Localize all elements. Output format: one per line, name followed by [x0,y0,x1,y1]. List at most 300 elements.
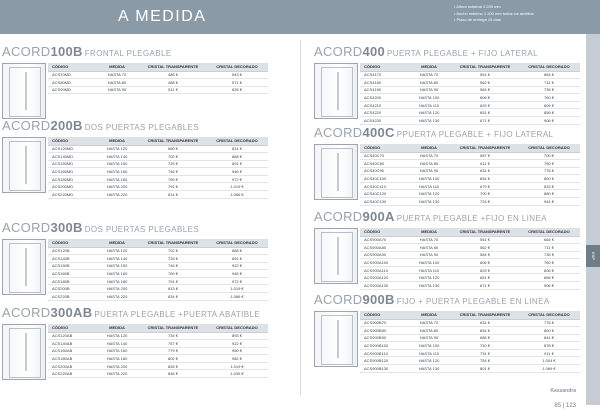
table-row [360,327,580,335]
price-table [360,228,580,290]
table-cell: HASTA 120 [406,274,452,282]
table-cell: HASTA 220 [94,370,140,378]
price-table [48,324,268,378]
table-cell: 832 € [518,182,580,190]
table-cell: 584 € [452,251,518,259]
table-cell: 626 € [206,86,268,94]
column-header: CÓDIGO [360,311,406,319]
brand-name: ACORD [2,44,51,59]
table-cell: 757 € [140,340,206,348]
column-header: CRISTAL TRANSPARENTE [452,228,518,236]
table-cell: 725 € [140,160,206,168]
product-image [2,137,46,193]
table-cell: HASTA 140 [94,255,140,263]
section-title [2,44,172,59]
model-description: FRONTAL PLEGABLE [84,49,172,58]
table-cell: HASTA 120 [406,109,452,117]
table-cell: ACS220AB [48,370,94,378]
section-title [2,305,260,320]
table-cell: HASTA 90 [94,86,140,94]
brand-name: ACORD [314,209,363,224]
table-cell: 746 € [140,262,206,270]
model-description: PUERTA PLEGABLE +PUERTA ABATIBLE [94,310,261,319]
table-cell: 891 € [206,255,268,263]
table-cell: 731 € [452,349,518,357]
model-name: 400C [362,125,395,140]
table-cell: 922 € [206,262,268,270]
table-cell: HASTA 80 [406,79,452,87]
table-cell: ACS40C70 [360,152,406,160]
column-header: CRISTAL TRANSPARENTE [452,144,518,152]
table-cell: 776 € [518,167,580,175]
table-cell: 651 € [452,109,518,117]
table-cell: ACS150B [48,262,94,270]
table-cell: HASTA 90 [406,251,452,259]
table-cell: 878 € [518,342,580,350]
table-cell: ACS150MD [48,160,94,168]
brand-name: ACORD [314,292,363,307]
table-row [48,355,268,363]
column-header: CRISTAL TRANSPARENTE [140,137,206,145]
table-cell: 779 € [140,347,206,355]
table-cell: 846 € [140,370,206,378]
table-row [48,370,268,378]
footer-logo: Kassandra [550,388,576,394]
table-cell: ACS160AB [48,347,94,355]
table-cell: 906 € [518,282,580,290]
table-cell: 725 € [140,255,206,263]
product-image [2,239,46,295]
table-cell: 856 € [518,109,580,117]
column-header: CRISTAL DECORADO [518,144,580,152]
table-cell: HASTA 160 [94,347,140,355]
table-cell: 629 € [452,266,518,274]
table-row [360,259,580,267]
table-row [360,244,580,252]
column-header: MEDIDA [94,324,140,332]
table-cell: HASTA 80 [406,160,452,168]
table-cell: HASTA 120 [94,247,140,255]
table-row [360,342,580,350]
table-row [48,191,268,199]
column-header: MEDIDA [406,228,452,236]
table-cell: 944 € [518,198,580,206]
table-row [48,262,268,270]
table-cell: 671 € [452,117,518,125]
column-header: CRISTAL DECORADO [518,63,580,71]
table-cell: ACS220MD [48,191,94,199]
table-row [360,251,580,259]
table-row [360,182,580,190]
page-title: A MEDIDA [118,8,207,25]
table-cell: HASTA 120 [94,145,140,153]
table-row [48,347,268,355]
model-description: PUERTA PLEGABLE + FIJO LATERAL [387,49,538,58]
table-cell: ACS4180 [360,79,406,87]
table-cell: ACS900A110 [360,266,406,274]
table-row [360,334,580,342]
table-header-row [48,63,268,71]
table-cell: ACS900B70 [360,319,406,327]
table-cell: ACS900B90 [360,334,406,342]
table-row [360,117,580,125]
table-cell: 671 € [452,282,518,290]
table-cell: 826 € [140,362,206,370]
table-cell: ACS140MD [48,153,94,161]
table-cell: ACS200MD [48,183,94,191]
table-cell: 950 € [206,347,268,355]
column-header: MEDIDA [94,63,140,71]
table-cell: HASTA 110 [406,349,452,357]
table-row [360,79,580,87]
table-cell: HASTA 90 [406,334,452,342]
column-header: MEDIDA [406,144,452,152]
table-cell: 1.039 € [206,370,268,378]
table-cell: 791 € [140,183,206,191]
table-row [360,319,580,327]
table-cell: HASTA 200 [94,362,140,370]
table-row [48,270,268,278]
table-cell: 769 € [140,175,206,183]
table-row [48,332,268,340]
table-row [48,340,268,348]
table-cell: 814 € [140,191,206,199]
price-table [360,311,580,373]
table-row [360,357,580,365]
header-banner [0,0,600,34]
table-cell: HASTA 130 [406,198,452,206]
table-cell: 735 € [518,86,580,94]
model-name: 100B [50,44,83,59]
table-cell: HASTA 80 [94,79,140,87]
table-row [48,277,268,285]
table-cell: ACS200AB [48,362,94,370]
table-row [360,86,580,94]
table-cell: 654 € [452,327,518,335]
table-cell: HASTA 120 [406,357,452,365]
table-cell: ACS120AB [48,332,94,340]
table-cell: 754 € [452,357,518,365]
table-cell: ACS90MD [48,86,94,94]
table-cell: 813 € [140,285,206,293]
table-cell: 486 € [140,71,206,79]
table-row [360,175,580,183]
brand-name: ACORD [2,305,51,320]
table-cell: ACS900A130 [360,282,406,290]
table-cell: ACS900A70 [360,236,406,244]
table-cell: 571 € [206,79,268,87]
table-cell: ACS4210 [360,101,406,109]
table-cell: 814 € [206,145,268,153]
table-cell: ACS900A90 [360,251,406,259]
model-name: 300AB [50,305,93,320]
table-cell: HASTA 200 [94,183,140,191]
table-cell: 776 € [518,319,580,327]
table-row [360,167,580,175]
table-cell: 724 € [452,198,518,206]
table-row [48,168,268,176]
table-cell: ACS180B [48,277,94,285]
table-cell: ACS4220 [360,109,406,117]
table-cell: ACS40C120 [360,190,406,198]
table-row [360,198,580,206]
table-cell: HASTA 180 [94,355,140,363]
table-cell: 982 € [206,355,268,363]
table-header-row [48,239,268,247]
model-description: DOS PUERTAS PLEGABLES [84,225,200,234]
table-row [48,293,268,301]
table-cell: ACS180MD [48,175,94,183]
brand-name: ACORD [2,220,51,235]
table-row [360,282,580,290]
table-row [48,145,268,153]
table-cell: 629 € [452,101,518,109]
table-cell: 584 € [452,86,518,94]
table-row [360,190,580,198]
table-cell: 880 € [518,190,580,198]
table-cell: ACS160MD [48,168,94,176]
table-row [360,274,580,282]
product-image [314,311,358,367]
table-row [360,152,580,160]
table-cell: HASTA 70 [406,236,452,244]
table-cell: 562 € [452,244,518,252]
table-cell: 587 € [452,152,518,160]
table-cell: 801 € [452,365,518,373]
table-cell: 710 € [452,342,518,350]
section-title [2,220,199,235]
table-row [48,255,268,263]
column-header: CÓDIGO [48,324,94,332]
table-cell: 769 € [140,270,206,278]
table-cell: 746 € [140,168,206,176]
table-cell: 800 € [518,327,580,335]
brand-name: ACORD [314,125,363,140]
table-row [360,349,580,357]
table-cell: 651 € [452,274,518,282]
table-cell: 702 € [140,153,206,161]
table-cell: 1.066 € [206,293,268,301]
table-row [48,285,268,293]
table-cell: 551 € [452,236,518,244]
table-row [360,101,580,109]
model-description: DOS PUERTAS PLEGABLES [84,123,200,132]
price-table [360,63,580,125]
table-cell: 806 € [518,101,580,109]
section-title [314,125,553,140]
table-cell: 906 € [518,117,580,125]
column-header: CRISTAL DECORADO [518,311,580,319]
price-table [48,239,268,301]
table-header-row [48,324,268,332]
table-cell: HASTA 150 [94,160,140,168]
section-title [314,44,538,59]
table-cell: HASTA 100 [406,342,452,350]
product-image [2,324,46,380]
table-cell: ACS40C130 [360,198,406,206]
table-cell: ACS140AB [48,340,94,348]
table-cell: 911 € [518,349,580,357]
table-cell: 611 € [452,160,518,168]
table-cell: 1.019 € [206,362,268,370]
page-number: 85 | 123 [554,403,576,409]
model-name: 200B [50,118,83,133]
table-row [48,247,268,255]
table-row [360,94,580,102]
table-cell: HASTA 90 [406,86,452,94]
model-name: 900B [362,292,395,307]
table-cell: 654 € [452,175,518,183]
table-cell: ACS900B110 [360,349,406,357]
note-item: • Ancho máximo 1.200 mm todos los ámbitos [454,11,534,18]
side-tab-label: ESP [586,245,600,267]
table-row [48,183,268,191]
column-header: CÓDIGO [48,137,94,145]
note-item: • Altura máxima 2.200 mm [454,4,534,11]
table-cell: 664 € [518,71,580,79]
table-cell: 893 € [206,332,268,340]
table-cell: ACS4200 [360,94,406,102]
model-name: 400 [362,44,386,59]
table-cell: 800 € [518,175,580,183]
table-cell: 806 € [518,266,580,274]
product-image [314,228,358,284]
table-cell: HASTA 70 [406,71,452,79]
table-cell: 1.004 € [518,357,580,365]
column-header: CÓDIGO [48,63,94,71]
table-cell: HASTA 130 [406,117,452,125]
table-cell: HASTA 100 [406,94,452,102]
column-header: CRISTAL TRANSPARENTE [140,63,206,71]
table-cell: ACS40C110 [360,182,406,190]
table-cell: HASTA 130 [406,365,452,373]
table-cell: 868 € [206,247,268,255]
table-cell: 702 € [140,247,206,255]
table-header-row [360,63,580,71]
table-row [48,71,268,79]
table-cell: HASTA 110 [406,266,452,274]
table-cell: 631 € [452,319,518,327]
brand-name: ACORD [314,44,363,59]
table-cell: 711 € [518,79,580,87]
table-cell: ACS900A120 [360,274,406,282]
table-cell: 1.019 € [206,285,268,293]
column-header: CRISTAL DECORADO [206,63,268,71]
column-header: CRISTAL TRANSPARENTE [452,63,518,71]
table-cell: ACS140B [48,255,94,263]
column-header: CRISTAL DECORADO [206,239,268,247]
table-row [360,71,580,79]
table-cell: 972 € [206,175,268,183]
table-cell: HASTA 140 [94,340,140,348]
side-tab [586,34,600,405]
table-cell: 1.066 € [206,191,268,199]
table-cell: HASTA 80 [406,327,452,335]
table-cell: 946 € [206,270,268,278]
table-cell: HASTA 70 [94,71,140,79]
table-cell: 791 € [140,277,206,285]
column-header: CÓDIGO [360,228,406,236]
table-cell: HASTA 180 [94,277,140,285]
table-cell: 562 € [452,79,518,87]
table-cell: 856 € [518,274,580,282]
header-notes [454,4,534,24]
table-row [48,175,268,183]
table-cell: ACS120MD [48,145,94,153]
table-cell: 891 € [206,160,268,168]
column-header: CÓDIGO [360,144,406,152]
table-cell: ACS220B [48,293,94,301]
table-cell: 700 € [452,190,518,198]
table-cell: 700 € [518,152,580,160]
table-cell: HASTA 180 [94,175,140,183]
table-cell: HASTA 110 [406,182,452,190]
table-cell: 802 € [140,355,206,363]
price-table [360,144,580,206]
table-cell: 711 € [518,244,580,252]
table-cell: ACS900A100 [360,259,406,267]
table-cell: HASTA 150 [94,262,140,270]
table-cell: 551 € [452,71,518,79]
table-cell: ACS900A80 [360,244,406,252]
table-cell: HASTA 120 [406,190,452,198]
table-cell: HASTA 80 [406,244,452,252]
table-cell: HASTA 120 [94,332,140,340]
table-cell: 680 € [140,145,206,153]
table-cell: HASTA 70 [406,319,452,327]
column-header: MEDIDA [406,311,452,319]
table-row [48,153,268,161]
table-cell: 750 € [518,160,580,168]
table-cell: HASTA 140 [94,153,140,161]
table-cell: 488 € [140,79,206,87]
product-image [314,144,358,200]
table-cell: ACS40C90 [360,167,406,175]
table-cell: 606 € [452,259,518,267]
table-cell: ACS70MD [48,71,94,79]
model-name: 900A [362,209,395,224]
table-row [360,365,580,373]
column-header: CRISTAL DECORADO [518,228,580,236]
table-cell: ACS900B100 [360,342,406,350]
column-header: CRISTAL TRANSPARENTE [452,311,518,319]
section-title [2,118,199,133]
table-cell: HASTA 220 [94,191,140,199]
table-cell: 868 € [206,153,268,161]
table-cell: 760 € [518,94,580,102]
table-cell: HASTA 200 [94,285,140,293]
table-cell: 543 € [206,71,268,79]
table-cell: ACS40C80 [360,160,406,168]
price-table [48,137,268,199]
table-cell: HASTA 100 [406,259,452,267]
table-cell: 834 € [140,293,206,301]
table-cell: 735 € [518,251,580,259]
column-header: CRISTAL DECORADO [206,324,268,332]
table-cell: ACS4170 [360,71,406,79]
table-cell: HASTA 160 [94,270,140,278]
model-description: FIJO + PUERTA PLEGABLE EN LINEA [396,297,550,306]
table-row [48,362,268,370]
table-cell: ACS80MD [48,79,94,87]
model-description: PPUERTA PLEGABLE + FIJO LATERAL [396,130,554,139]
column-header: CRISTAL TRANSPARENTE [140,324,206,332]
table-cell: 1.069 € [518,365,580,373]
column-header: CÓDIGO [48,239,94,247]
column-header: CÓDIGO [360,63,406,71]
table-cell: ACS40C100 [360,175,406,183]
section-title [314,209,547,224]
